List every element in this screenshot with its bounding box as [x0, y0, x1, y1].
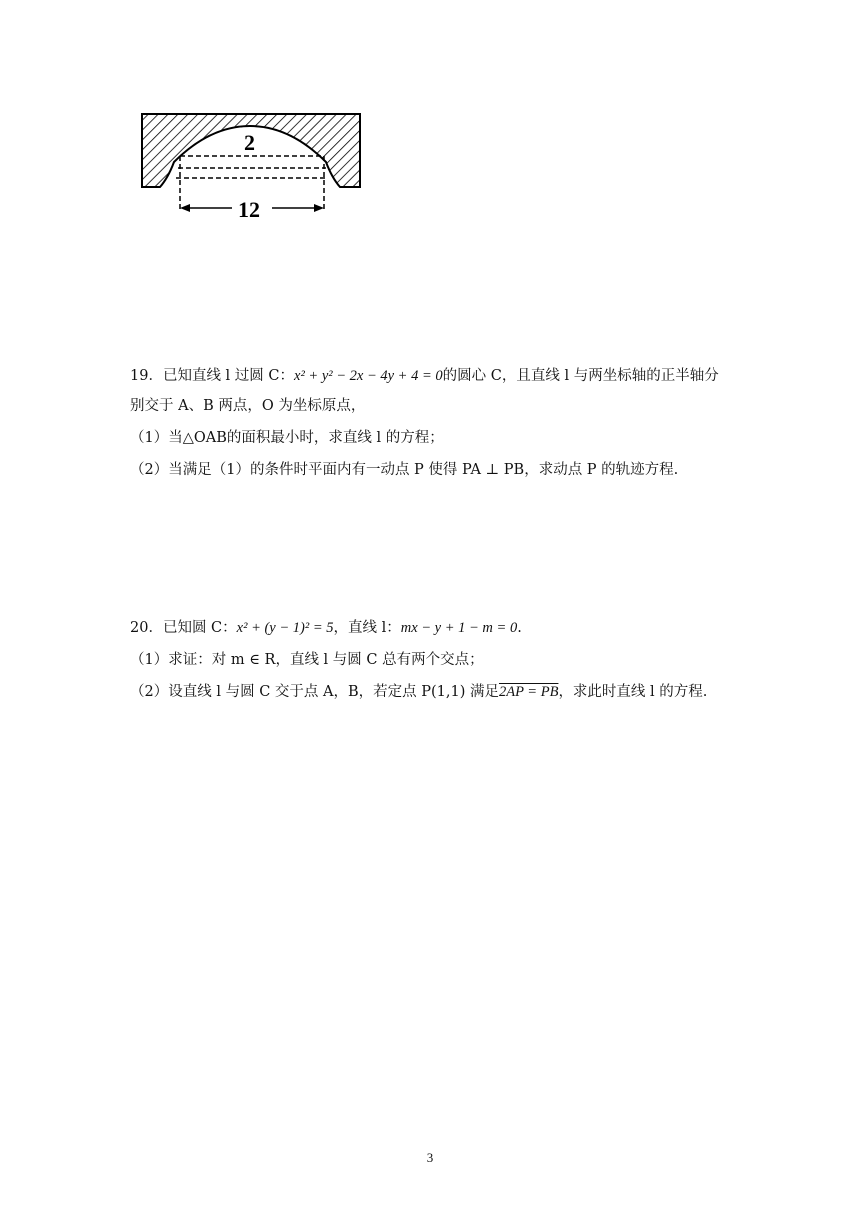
q20-line1	[130, 618, 522, 638]
q20-part2-prefix: （2）设直线 l 与圆 C 交于点 A，B，若定点 P(1,1) 满足	[130, 684, 499, 700]
q20-prefix: 20．已知圆 C：	[130, 620, 237, 636]
q20-line-equation: mx − y + 1 − m = 0	[400, 620, 518, 636]
height-label: 2	[244, 130, 255, 155]
q20-part1: （1）求证：对 m ∈ R，直线 l 与圆 C 总有两个交点；	[130, 652, 484, 668]
q20-vector-equation: 2AP = PB	[498, 684, 559, 700]
q19-line1	[130, 366, 719, 386]
arch-bridge-figure	[140, 112, 364, 222]
q19-part2: （2）当满足（1）的条件时平面内有一动点 P 使得 PA ⊥ PB，求动点 P 的轨迹方程.	[130, 462, 679, 478]
page-number: 3	[426, 1150, 434, 1165]
width-label: 12	[238, 197, 260, 222]
q19-line2: 别交于 A、B 两点，O 为坐标原点，	[130, 398, 366, 414]
q19-suffix: 的圆心 C，且直线 l 与两坐标轴的正半轴分	[442, 368, 719, 384]
q19-part1: （1）当△OAB的面积最小时，求直线 l 的方程；	[130, 430, 444, 446]
q19-circle-equation: x² + y² − 2x − 4y + 4 = 0	[294, 368, 443, 384]
q20-part2	[130, 682, 707, 702]
q20-part2-suffix: ，求此时直线 l 的方程.	[558, 684, 708, 700]
q20-circle-equation: x² + (y − 1)² = 5	[236, 620, 334, 636]
q20-mid: ，直线 l：	[333, 620, 401, 636]
q19-prefix: 19．已知直线 l 过圆 C：	[130, 368, 295, 384]
arch-diagram	[140, 112, 364, 222]
q20-end: .	[517, 620, 522, 636]
